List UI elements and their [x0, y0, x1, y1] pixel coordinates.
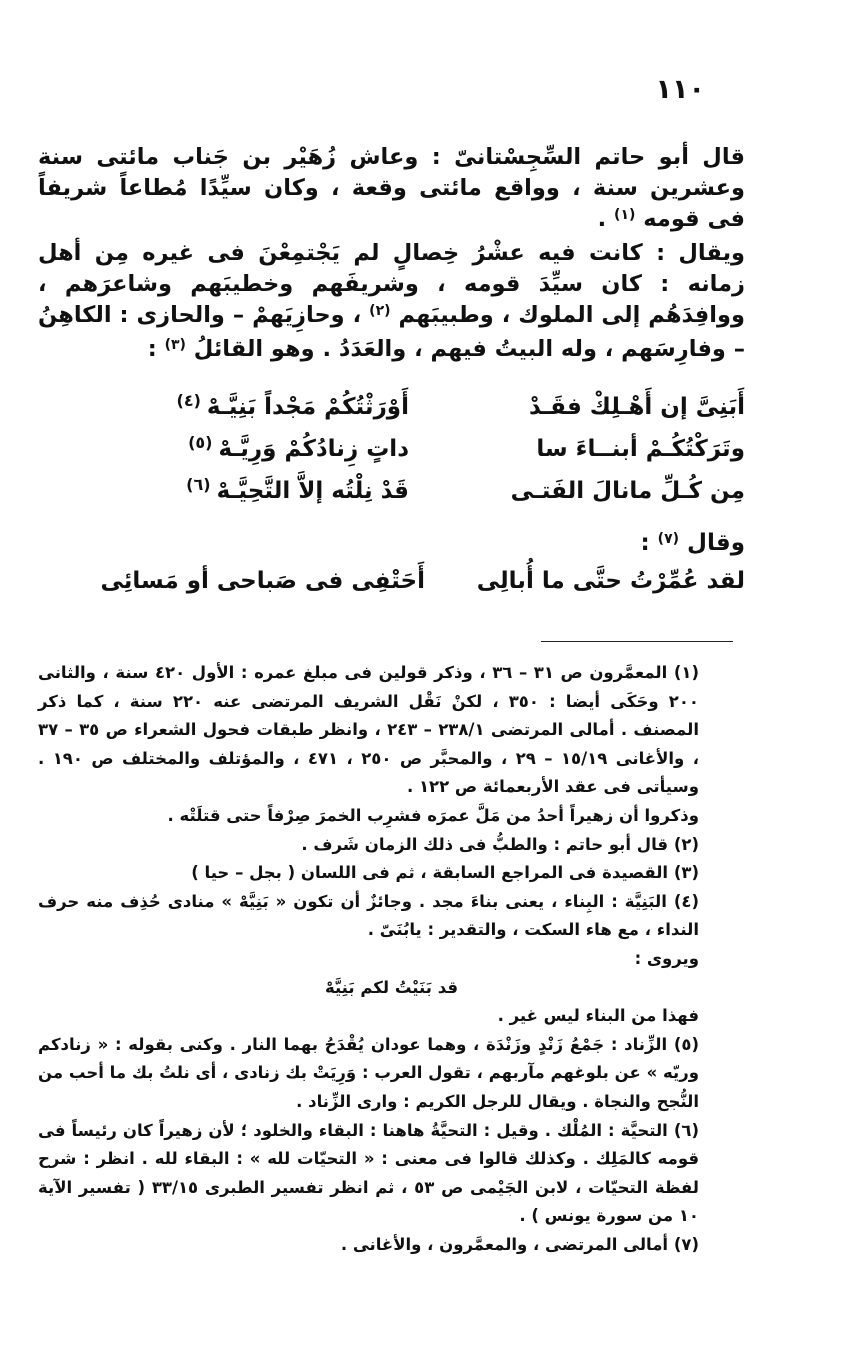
footnote-4: (٤) البَنِيَّة : البِناء ، يعنى بناءَ مجد . وجائزٌ أن تكون « بَنِيَّهْ » منادى حُذِف منه حرف النداء ، مع هاء السكت ، والتقدير : يابُنَىّ . — [38, 891, 699, 940]
second-poem-intro-text: وقال — [687, 530, 745, 556]
footnotes — [38, 659, 745, 1259]
page-number: ١١٠ — [655, 74, 705, 105]
paragraph-2 — [38, 238, 745, 368]
footnote-5: (٥) الزِّناد : جَمْعُ زَنْدٍ وزَنْدَة ، وهما عودان يُقْدَحُ بهما النار . وكنى بقوله : « زنادكم وريّه » عن بلوغهم مآربهم ، تقول العرب : وَرِيَتْ بك زنادى ، أى نلتُ بك ما أحب من النُّجح والنجاة . ويقال للرجل الكريم : وارى الزِّناد . — [38, 1034, 699, 1111]
paragraph-1 — [38, 142, 745, 238]
verse-hemistich-second — [92, 391, 435, 420]
footnote-divider — [541, 641, 733, 642]
verse-hemistich-first: مِن كُـلِّ مانالَ الفَتـى — [510, 478, 745, 504]
footnote-4-variant-quote: قد بَنَيْتُ لكم بَنِيَّهْ — [324, 977, 459, 997]
verse-hemistich-second: أَحَتْفِى فى صَباحى أو مَسائِى — [100, 568, 425, 594]
footnote-1: (١) المعمَّرون ص ٣١ – ٣٦ ، وذكر قولين فى مبلغ عمره : الأول ٤٢٠ سنة ، والثانى ٢٠٠ وحَكَى أيضا : ٣٥٠ ، لكنْ نَقْل الشريف المرتضى عنه ٢٢٠ سنة ، كما ذكر المصنف . أمالى المرتضى ٢٣٨/١ – ٢٤٣ ، وانظر طبقات فحول الشعراء ص ٣٥ – ٣٧ ، والأغانى ١٥/١٩ – ٢٩ ، والمحبَّر ص ٢٥٠ ، ٤٧١ ، والمؤتلف والمختلف ص ١٩٠ . وسيأتى فى عقد الأربعمائة ص ١٢٢ . — [38, 663, 699, 797]
verse-line — [92, 391, 745, 436]
footnote-6: (٦) التحيَّة : المُلْك . وقيل : التحيَّةُ هاهنا : البقاء والخلود ؛ لأن زهيراً كان رئيساً فى قومه كالمَلِك . وكذلك قالوا فى معنى : « التحيّات لله » : البقاء لله . انظر : شرح لفظة التحيّات ، لابن الجَيْمى ص ٥٣ ، ثم انظر تفسير الطبرى ٣٣/١٥ ( تفسير الآية ١٠ من سورة يونس ) . — [38, 1120, 700, 1226]
footnote-ref-6: (٦) — [186, 475, 211, 494]
verse-hemistich-second — [92, 475, 435, 504]
second-poem-intro-end: : — [640, 530, 650, 556]
footnote-2: (٢) قال أبو حاتم : والطبُّ فى ذلك الزمان شَرف . — [301, 834, 699, 854]
verse-line — [92, 433, 745, 478]
paragraph-2-part-c: : — [147, 336, 157, 362]
verse-hemistich-second-text: أَوْرَثْتُكُمْ مَجْداً بَنِيَّـهْ — [206, 394, 409, 420]
verse-hemistich-first: لقد عُمِّرْتُ حتَّى ما أُبالِى — [476, 568, 745, 594]
paragraph-1-text: قال أبو حاتم السِّجِسْتانىّ : وعاش زُهَيْر بن جَناب مائتى سنة وعشرين سنة ، وواقع مائتى وقعة ، وكان سيِّدًا مُطاعاً شريفاً فى قومه — [38, 144, 745, 232]
footnote-4-variant-intro: ويروى : — [634, 948, 699, 968]
footnote-3: (٣) القصيدة فى المراجع السابقة ، ثم فى اللسان ( بجل – حيا ) — [191, 863, 699, 883]
verse-hemistich-second — [92, 433, 435, 462]
footnote-ref-1: (١) — [614, 207, 636, 223]
paragraph-2-part-a: ويقال : كانت فيه عشْرُ خِصالٍ لم يَجْتمِعْنَ فى غيره مِن أهل زمانه : كان سيِّدَ قومه ، وشريفَهم وخطيبَهم وشاعرَهم ، ووافِدَهُم إلى الملوك ، وطبيبَهم — [38, 240, 745, 328]
paragraph-2-part-b: ، وحازِيَهمْ – والحازى : الكاهِنُ – وفارِسَهم ، وله البيتُ فيهم ، والعَدَدُ . وهو القائلُ — [38, 302, 745, 362]
verse-hemistich-second-text: داتٍ زِنادُكُمْ وَرِيَّـهْ — [218, 436, 409, 462]
verse-hemistich-first: أَبَنِىَّ إن أَهْـلِكْ فقَـدْ — [529, 394, 745, 420]
footnote-4-conclusion: فهذا من البناء ليس غير . — [497, 1006, 699, 1026]
poem-verses — [92, 391, 745, 520]
verse-line — [92, 475, 745, 520]
paragraph-1-end: . — [597, 206, 607, 232]
footnote-ref-4: (٤) — [176, 391, 201, 410]
footnote-ref-2: (٢) — [369, 303, 391, 319]
footnote-ref-5: (٥) — [188, 433, 213, 452]
footnote-1-continued: وذكروا أن زهيراً أحدُ من مَلَّ عمرَه فشرِب الخمرَ صِرْفاً حتى قتلَتْه . — [167, 805, 699, 825]
second-poem-intro — [640, 530, 745, 556]
verse-hemistich-first: وتَرَكْتُكُـمْ أبنــاءَ سا — [536, 436, 745, 462]
second-poem-verse — [92, 568, 745, 594]
footnote-ref-3: (٣) — [164, 337, 186, 353]
footnote-7: (٧) أمالى المرتضى ، والمعمَّرون ، والأغانى . — [340, 1234, 699, 1254]
verse-hemistich-second-text: قَدْ نِلْتُه إلاَّ التَّحِيَّـهْ — [216, 478, 409, 504]
footnote-ref-7: (٧) — [657, 531, 680, 547]
